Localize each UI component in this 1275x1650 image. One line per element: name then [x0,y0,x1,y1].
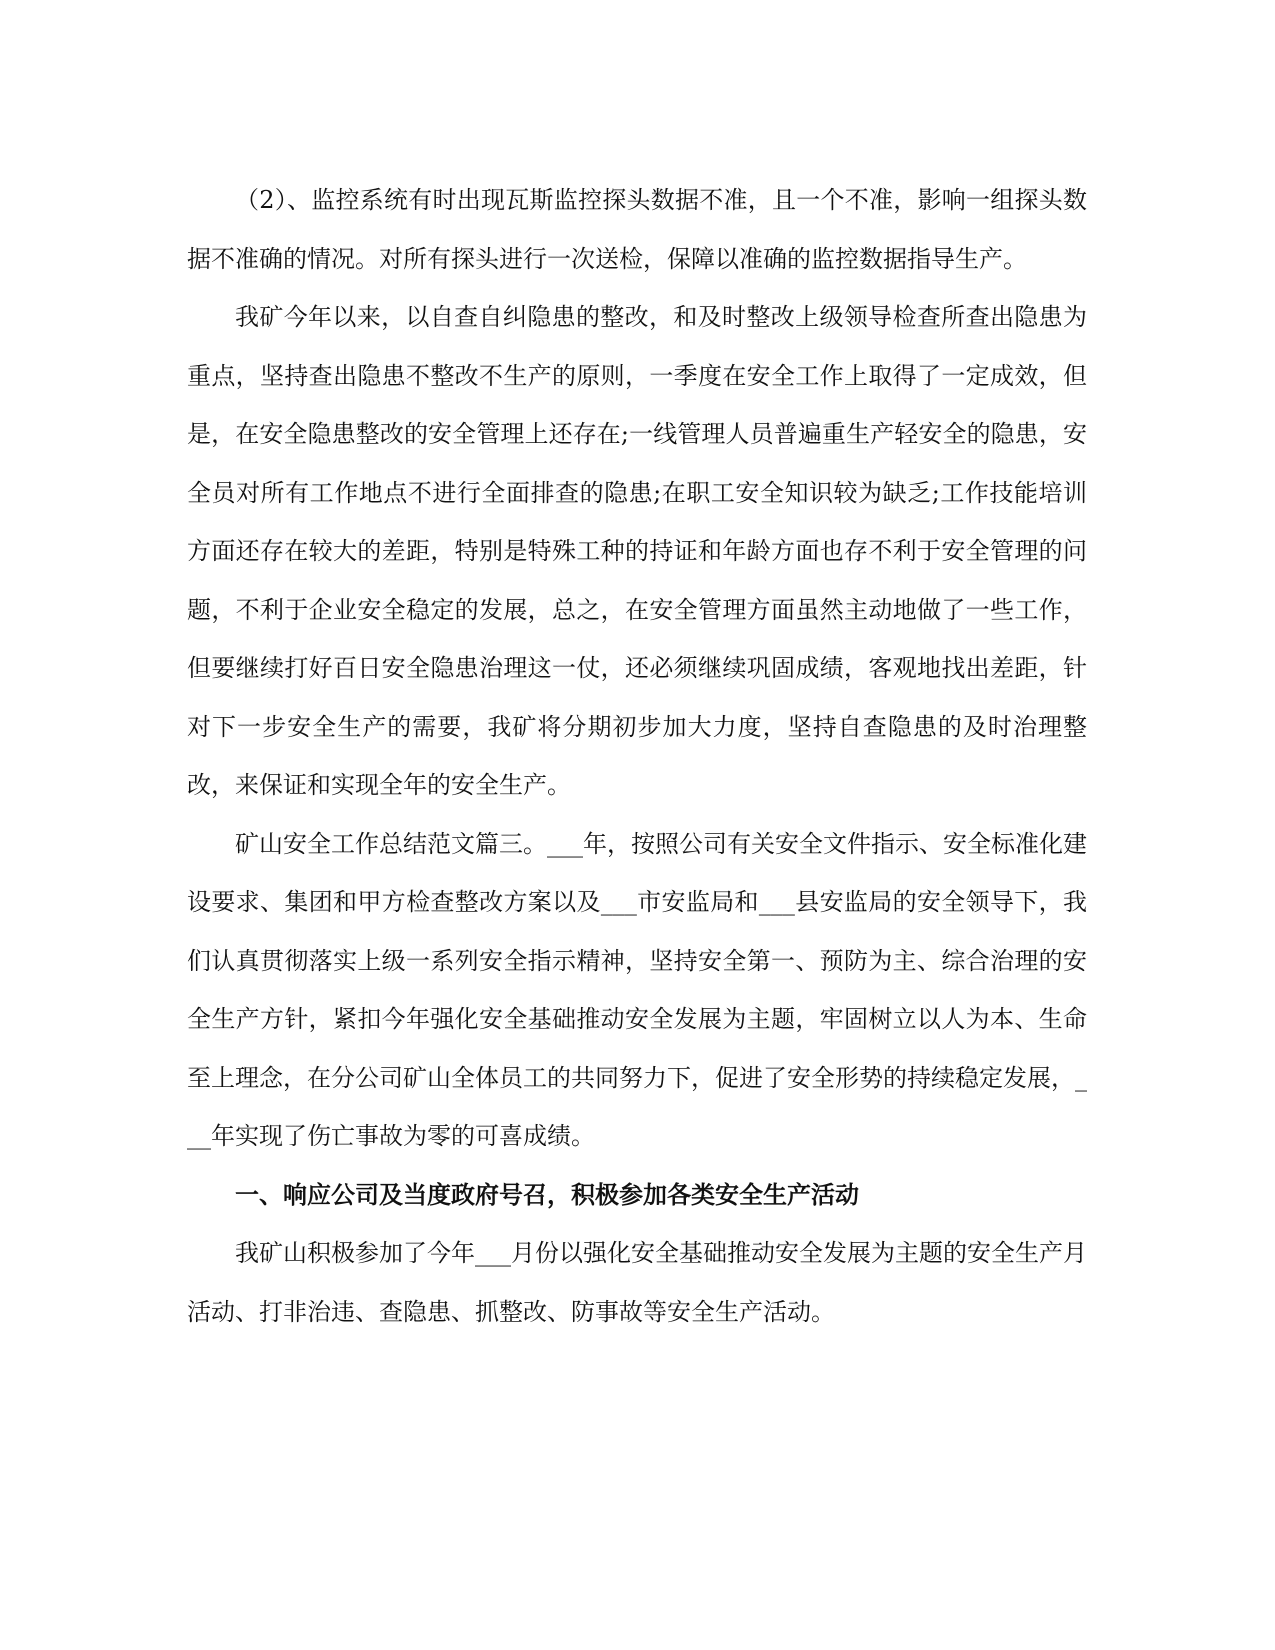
paragraph-hazard-rectification: 我矿今年以来，以自查自纠隐患的整改，和及时整改上级领导检查所查出隐患为重点，坚持查出隐患不整改不生产的原则，一季度在安全工作上取得了一定成效，但是，在安全隐患整改的安全管理上还存在;一线管理人员普遍重生产轻安全的隐患，安全员对所有工作地点不进行全面排查的隐患;在职工安全知识较为缺乏;工作技能培训方面还存在较大的差距，特别是特殊工种的持证和年龄方面也存不利于安全管理的问题，不利于企业安全稳定的发展，总之，在安全管理方面虽然主动地做了一些工作，但要继续打好百日安全隐患治理这一仗，还必须继续巩固成绩，客观地找出差距，针对下一步安全生产的需要，我矿将分期初步加大力度，坚持自查隐患的及时治理整改，来保证和实现全年的安全生产。 [187,303,1087,799]
paragraph-monitoring-issue: （2）、监控系统有时出现瓦斯监控探头数据不准，且一个不准，影响一组探头数据不准确的情况。对所有探头进行一次送检，保障以准确的监控数据指导生产。 [187,186,1087,273]
paragraph-summary-part-three: 矿山安全工作总结范文篇三。___年，按照公司有关安全文件指示、安全标准化建设要求、集团和甲方检查整改方案以及___市安监局和___县安监局的安全领导下，我们认真贯彻落实上级一系列安全指示精神，坚持安全第一、预防为主、综合治理的安全生产方针，紧扣今年强化安全基础推动安全发展为主题，牢固树立以人为本、生命至上理念，在分公司矿山全体员工的共同努力下，促进了安全形势的持续稳定发展，___年实现了伤亡事故为零的可喜成绩。 [187,829,1087,1150]
document-body [187,171,1087,1341]
paragraph-safety-activities: 我矿山积极参加了今年___月份以强化安全基础推动安全发展为主题的安全生产月活动、打非治违、查隐患、抓整改、防事故等安全生产活动。 [187,1239,1087,1326]
section-heading: 一、响应公司及当度政府号召，积极参加各类安全生产活动 [235,1179,859,1209]
